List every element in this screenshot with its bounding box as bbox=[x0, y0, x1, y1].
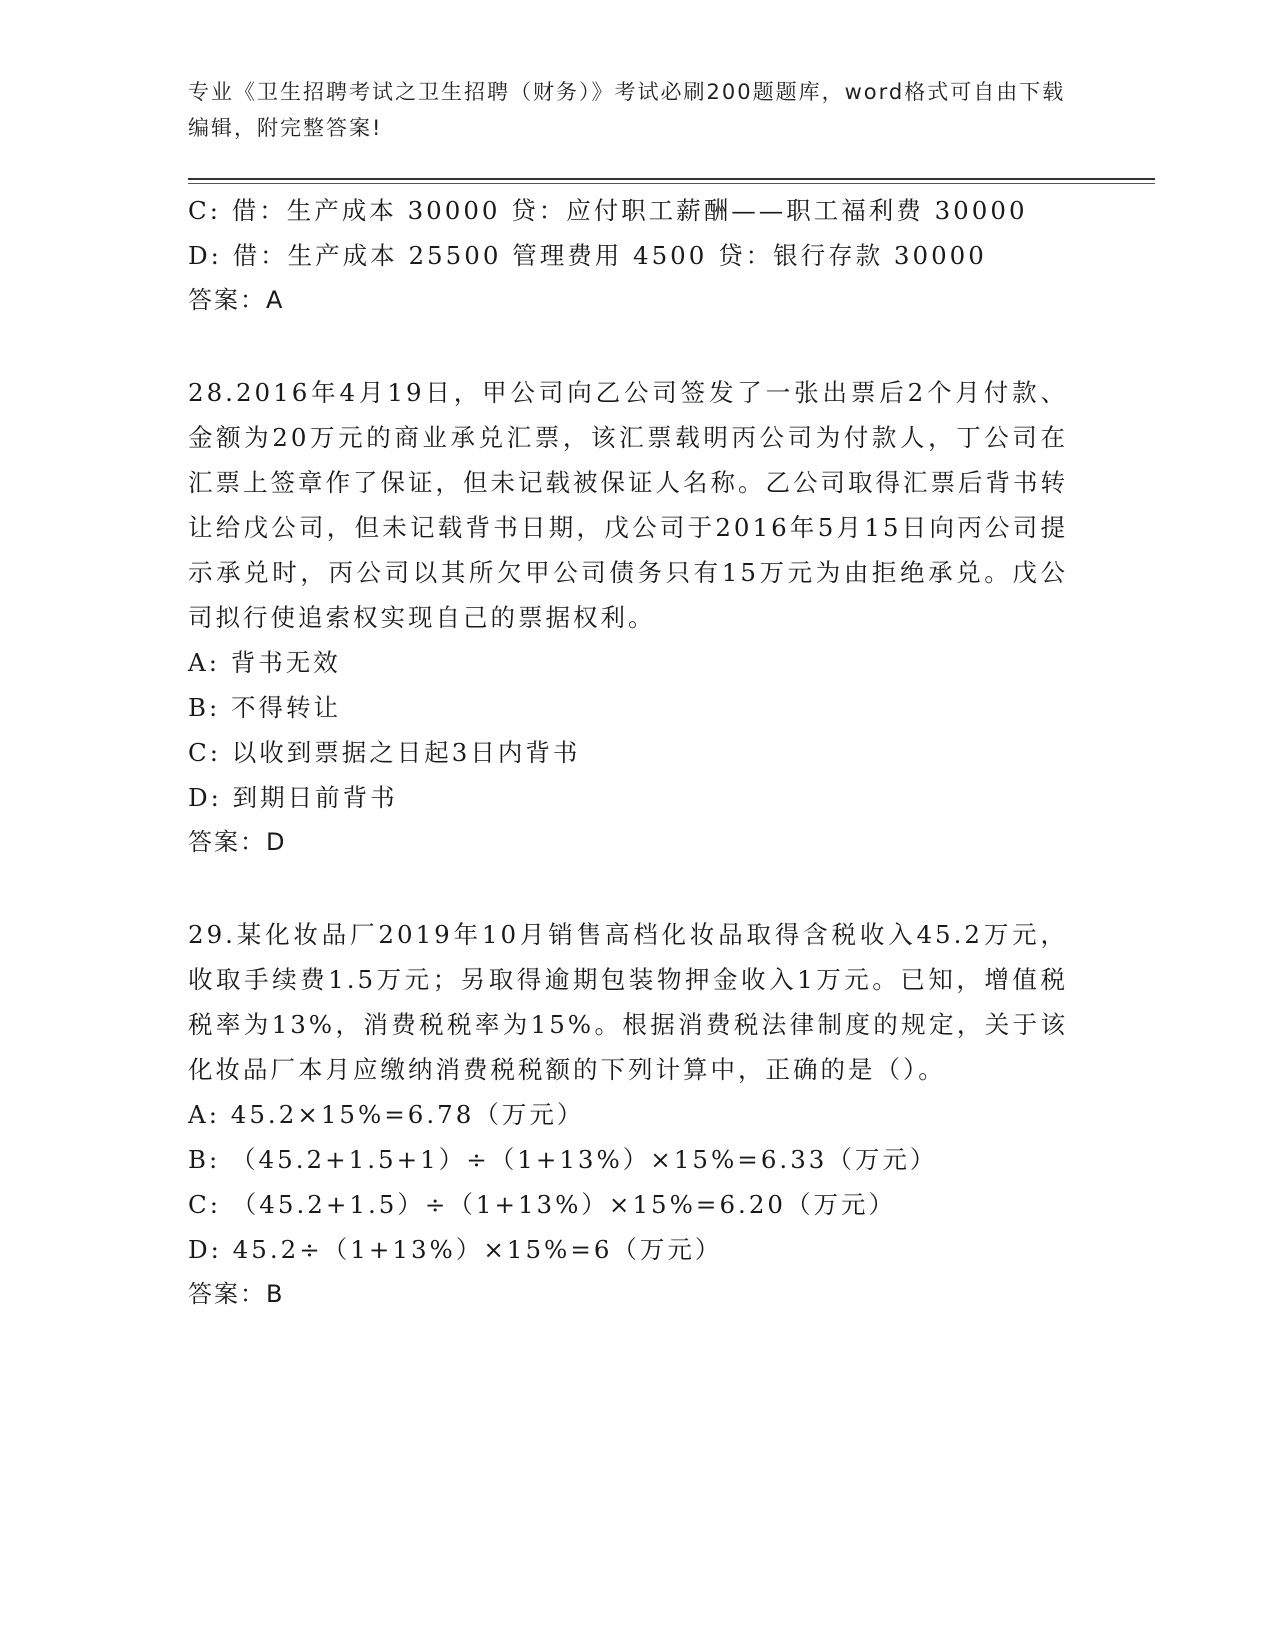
question-stem: 29.某化妆品厂2019年10月销售高档化妆品取得含税收入45.2万元，收取手续费1.5万元；另取得逾期包装物押金收入1万元。已知，增值税税率为13%，消费税税率为15%。根据消费税法律制度的规定，关于该化妆品厂本月应缴纳消费税税额的下列计算中，正确的是（）。 bbox=[188, 920, 1068, 1084]
option-a: A: 背书无效 bbox=[188, 648, 341, 677]
question-28 bbox=[188, 370, 1068, 865]
question-27-tail bbox=[188, 188, 1068, 323]
option-d: D: 45.2÷（1+13%）×15%=6（万元） bbox=[188, 1235, 723, 1264]
header-divider-thick bbox=[188, 178, 1155, 180]
option-c: C: （45.2+1.5）÷（1+13%）×15%=6.20（万元） bbox=[188, 1190, 896, 1219]
option-c: C: 借：生产成本 30000 贷：应付职工薪酬——职工福利费 30000 bbox=[188, 196, 1028, 225]
spacer bbox=[188, 323, 1068, 370]
option-c: C: 以收到票据之日起3日内背书 bbox=[188, 738, 581, 767]
option-b: B: （45.2+1.5+1）÷（1+13%）×15%=6.33（万元） bbox=[188, 1145, 938, 1174]
option-a: A: 45.2×15%=6.78（万元） bbox=[188, 1100, 585, 1129]
question-stem: 28.2016年4月19日，甲公司向乙公司签发了一张出票后2个月付款、金额为20万元的商业承兑汇票，该汇票载明丙公司为付款人，丁公司在汇票上签章作了保证，但未记载被保证人名称。乙公司取得汇票后背书转让给戊公司，但未记载背书日期，戊公司于2016年5月15日向丙公司提示承兑时，丙公司以其所欠甲公司债务只有15万元为由拒绝承兑。戊公司拟行使追索权实现自己的票据权利。 bbox=[188, 378, 1068, 632]
option-b: B: 不得转让 bbox=[188, 693, 342, 722]
answer-line: 答案：D bbox=[188, 828, 287, 856]
header-divider-thin bbox=[188, 183, 1155, 184]
question-content bbox=[188, 188, 1068, 1317]
answer-line: 答案：A bbox=[188, 286, 285, 314]
question-29 bbox=[188, 912, 1068, 1317]
spacer bbox=[188, 865, 1068, 912]
option-d: D: 借：生产成本 25500 管理费用 4500 贷：银行存款 30000 bbox=[188, 241, 987, 270]
page-header: 专业《卫生招聘考试之卫生招聘（财务）》考试必刷200题题库，word格式可自由下载编辑，附完整答案! bbox=[188, 80, 1066, 140]
option-d: D: 到期日前背书 bbox=[188, 783, 398, 812]
answer-line: 答案：B bbox=[188, 1280, 285, 1308]
